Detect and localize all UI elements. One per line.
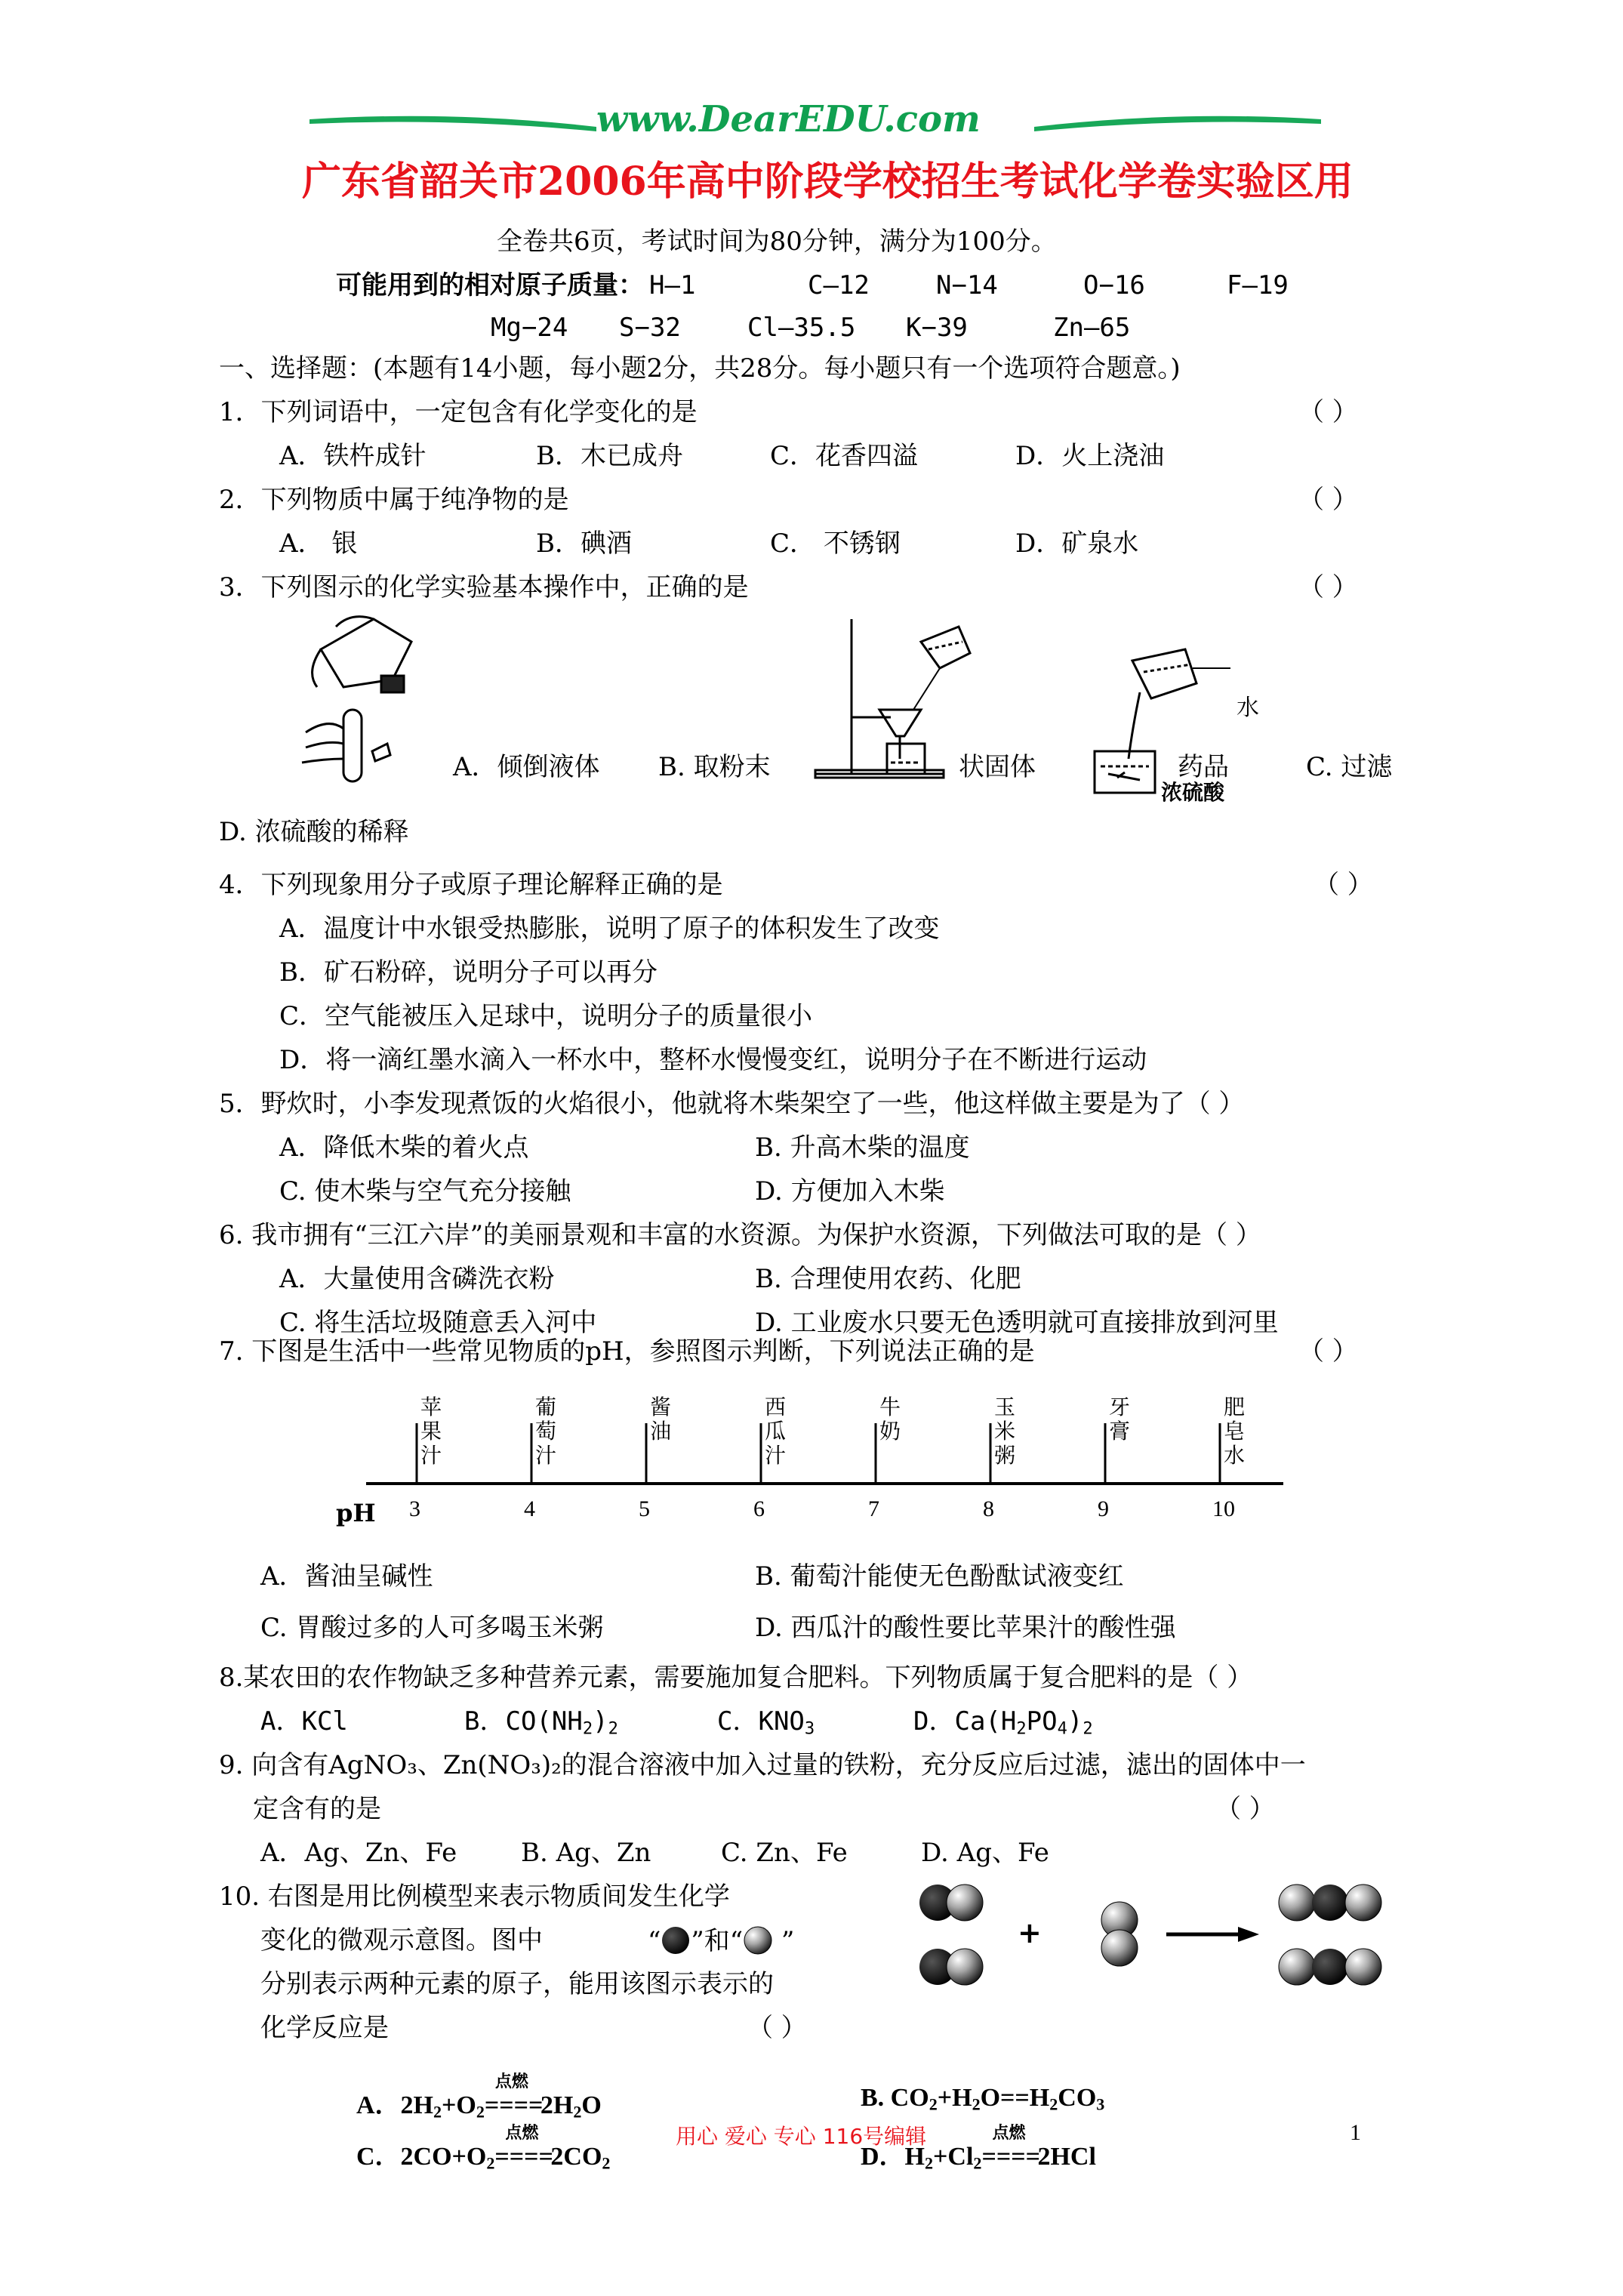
atomic-mass-n: N−14	[936, 270, 998, 300]
q7-option-d: D. 西瓜汁的酸性要比苹果汁的酸性强	[755, 1613, 1176, 1643]
ph-food-label: 酱油	[649, 1395, 671, 1444]
atomic-mass-cl: Cl—35.5	[747, 313, 856, 343]
q1-option-b: B．木已成舟	[536, 441, 683, 471]
grey-atom-icon	[743, 1925, 773, 1955]
q10-option-c: C．$2CO+O_2$ 点燃 $====2CO_2$	[356, 2123, 611, 2173]
page-title: 广东省韶关市2006年高中阶段学校招生考试化学卷实验区用	[302, 159, 1354, 205]
ph-label: pH	[336, 1499, 376, 1527]
q3-powder-label: 药品	[1178, 752, 1229, 782]
q10-option-a: A．$2H_2+O_2$ 点燃 $====2H_2O$	[356, 2072, 602, 2122]
atomic-mass-mg: Mg−24	[491, 313, 568, 343]
q2-answer-blank: （ ）	[1298, 485, 1358, 515]
ph-tick-label: 9	[1098, 1496, 1109, 1521]
q3-answer-blank: （ ）	[1298, 572, 1358, 603]
ph-tick-label: 10	[1212, 1496, 1235, 1521]
q6-option-c: C. 将生活垃圾随意丢入河中	[279, 1308, 597, 1338]
q9-option-b: B. Ag、Zn	[521, 1838, 651, 1868]
ph-food-label: 牙膏	[1108, 1395, 1130, 1444]
site-banner: www.DearEDU.com	[596, 98, 981, 140]
atomic-mass-k: K−39	[906, 313, 968, 343]
ph-food-label: 苹果汁	[420, 1395, 442, 1468]
q3-water-label: 水	[1236, 695, 1259, 721]
q8-option-a: A．KCl	[260, 1706, 348, 1737]
atomic-mass-h: H—1	[649, 270, 696, 300]
q7-option-a: A．酱油呈碱性	[260, 1561, 433, 1592]
q9-stem-line1: 9. 向含有AgNO₃、Zn(NO₃)₂的混合溶液中加入过量的铁粉，充分反应后过滤，滤出的固体中一	[219, 1750, 1306, 1780]
ph-tick-label: 3	[409, 1496, 420, 1521]
q8-option-b: B．$CO(NH_2)_2$	[464, 1706, 618, 1739]
atomic-mass-o: O−16	[1083, 270, 1145, 300]
ph-food-label: 肥皂水	[1223, 1395, 1245, 1468]
q1-option-c: C．花香四溢	[770, 441, 919, 471]
atomic-mass-f: F—19	[1227, 270, 1289, 300]
q8-option-c: C．$KNO_3$	[717, 1706, 815, 1739]
q3-acid-label: 浓硫酸	[1161, 780, 1225, 805]
q1-answer-blank: （ ）	[1298, 397, 1358, 427]
q3-option-a: A．倾倒液体	[453, 752, 600, 782]
q7-option-c: C. 胃酸过多的人可多喝玉米粥	[260, 1613, 604, 1643]
q1-option-d: D．火上浇油	[1015, 441, 1165, 471]
ph-food-label: 玉米粥	[993, 1395, 1015, 1468]
q4-option-a: A．温度计中水银受热膨胀，说明了原子的体积发生了改变	[279, 914, 940, 944]
q6-option-b: B. 合理使用农药、化肥	[755, 1264, 1021, 1294]
q10-line4: 化学反应是	[260, 2013, 389, 2043]
q3-pouring-illustration	[260, 604, 442, 785]
q10-line1: 10. 右图是用比例模型来表示物质间发生化学	[219, 1881, 730, 1912]
q6-option-d: D. 工业废水只要无色透明就可直接排放到河里	[755, 1308, 1279, 1338]
ph-tick-label: 4	[524, 1496, 535, 1521]
ph-tick-label: 6	[753, 1496, 765, 1521]
q8-stem: 8.某农田的农作物缺乏多种营养元素，需要施加复合肥料。下列物质属于复合肥料的是（ ）	[219, 1663, 1253, 1693]
q9-option-d: D. Ag、Fe	[921, 1838, 1049, 1868]
q1-option-a: A．铁杵成针	[279, 441, 427, 471]
q6-stem: 6. 我市拥有“三江六岸”的美丽景观和丰富的水资源。为保护水资源，下列做法可取的是（ ）	[219, 1220, 1261, 1250]
q7-option-b: B. 葡萄汁能使无色酚酞试液变红	[755, 1561, 1124, 1592]
q2-option-a: A． 银	[279, 529, 358, 559]
q9-answer-blank: （ ）	[1215, 1794, 1275, 1824]
q1-stem: 1．下列词语中，一定包含有化学变化的是	[219, 397, 698, 427]
ph-food-label: 牛奶	[879, 1395, 901, 1444]
page-number: 1	[1350, 2120, 1361, 2145]
q6-option-a: A．大量使用含磷洗衣粉	[279, 1264, 555, 1294]
ph-food-label: 西瓜汁	[764, 1395, 786, 1468]
atomic-mass-label: 可能用到的相对原子质量：	[336, 270, 644, 300]
q5-option-c: C. 使木柴与空气充分接触	[279, 1176, 571, 1207]
footer-slogan: 用心 爱心 专心 116号编辑	[676, 2124, 927, 2149]
atomic-mass-c: C—12	[808, 270, 870, 300]
q10-option-d: D．$H_2+Cl_2$ 点燃 ====2HCl	[861, 2123, 1096, 2173]
q3-stem: 3．下列图示的化学实验基本操作中，正确的是	[219, 572, 749, 603]
q2-option-d: D．矿泉水	[1015, 529, 1139, 559]
q8-option-d: D．$Ca(H_2PO_4)_2$	[913, 1706, 1093, 1739]
q9-stem-line2: 定含有的是	[253, 1794, 381, 1824]
section-1-heading: 一、选择题：(本题有14小题，每小题2分，共28分。每小题只有一个选项符合题意。)	[219, 353, 1181, 384]
exam-info: 全卷共6页，考试时间为80分钟，满分为100分。	[497, 227, 1057, 257]
q2-option-b: B．碘酒	[536, 529, 632, 559]
q5-option-b: B. 升高木柴的温度	[755, 1133, 970, 1163]
q7-ph-scale	[362, 1389, 1298, 1510]
q10-plus-sign: +	[1018, 1916, 1042, 1949]
ph-tick-label: 8	[983, 1496, 994, 1521]
black-atom-icon	[661, 1925, 691, 1955]
q10-answer-blank: （ ）	[747, 2013, 807, 2043]
q10-option-b: B. $CO_2+H_2O==H_2CO_3$	[861, 2084, 1105, 2114]
q5-stem: 5．野炊时，小李发现煮饭的火焰很小，他就将木柴架空了一些，他这样做主要是为了（ ）	[219, 1089, 1245, 1119]
q3-option-b: B. 取粉末	[658, 752, 771, 782]
q4-stem: 4．下列现象用分子或原子理论解释正确的是	[219, 870, 723, 900]
q9-option-a: A．Ag、Zn、Fe	[260, 1838, 457, 1868]
q4-answer-blank: （ ）	[1313, 870, 1373, 900]
q2-stem: 2．下列物质中属于纯净物的是	[219, 485, 569, 515]
q10-line2: 变化的微观示意图。图中	[260, 1925, 543, 1955]
q7-stem: 7. 下图是生活中一些常见物质的pH，参照图示判断，下列说法正确的是	[219, 1336, 1035, 1367]
q2-option-c: C． 不锈钢	[770, 529, 901, 559]
q3-option-c: C. 过滤	[1306, 752, 1393, 782]
q9-option-c: C. Zn、Fe	[721, 1838, 848, 1868]
q3-option-d: D. 浓硫酸的稀释	[219, 817, 409, 847]
atomic-mass-s: S−32	[619, 313, 681, 343]
q4-option-d: D．将一滴红墨水滴入一杯水中，整杯水慢慢变红，说明分子在不断进行运动	[279, 1045, 1147, 1075]
q5-option-a: A．降低木柴的着火点	[279, 1133, 529, 1163]
q4-option-b: B．矿石粉碎，说明分子可以再分	[279, 957, 658, 988]
q10-legend: “ ”和“ ”	[648, 1926, 795, 1956]
q7-answer-blank: （ ）	[1298, 1336, 1358, 1367]
ph-tick-label: 7	[868, 1496, 879, 1521]
atomic-mass-zn: Zn—65	[1053, 313, 1131, 343]
q3-option-b-cont: 状固体	[959, 752, 1036, 782]
ph-tick-label: 5	[639, 1496, 650, 1521]
q5-option-d: D. 方便加入木柴	[755, 1176, 945, 1207]
q10-reaction-diagram	[906, 1872, 1397, 2008]
q4-option-c: C．空气能被压入足球中，说明分子的质量很小	[279, 1001, 813, 1031]
q10-line3: 分别表示两种元素的原子，能用该图示表示的	[260, 1969, 774, 1999]
ph-food-label: 葡萄汁	[534, 1395, 556, 1468]
